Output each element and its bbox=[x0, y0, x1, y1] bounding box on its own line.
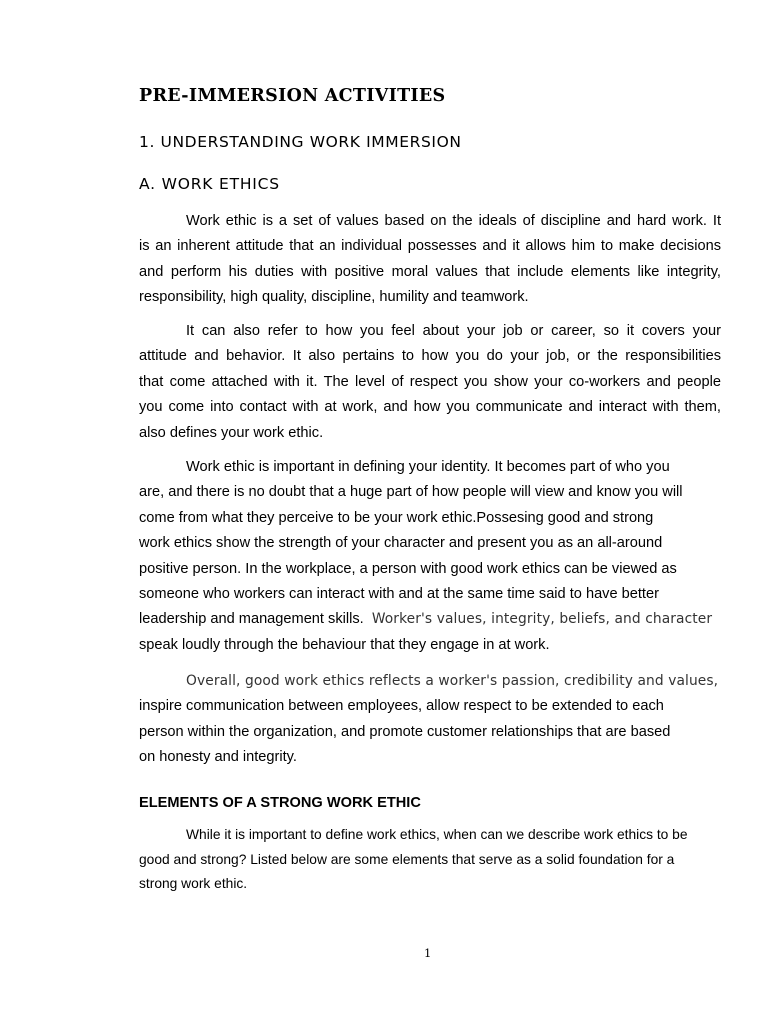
text-segment-alt-font: Worker's values, integrity, beliefs, and character bbox=[371, 611, 713, 628]
text-line: is an inherent attitude that an individual possesses and it allows him to make decisions bbox=[139, 238, 721, 255]
text-line: strong work ethic. bbox=[139, 876, 248, 891]
text-line: come from what they perceive to be your work ethic.Possesing good and strong bbox=[139, 509, 654, 526]
text-line: work ethics show the strength of your character and present you as an all-around bbox=[139, 535, 663, 552]
text-line: inspire communication between employees, allow respect to be extended to each bbox=[139, 698, 664, 715]
elements-heading: ELEMENTS OF A STRONG WORK ETHIC bbox=[139, 795, 421, 811]
paragraph-work-ethic-identity bbox=[139, 455, 721, 658]
text-segment: leadership and management skills. bbox=[139, 611, 364, 628]
text-line: Work ethic is a set of values based on the ideals of discipline and hard work. It bbox=[186, 213, 721, 229]
text-line: and perform his duties with positive moral values that include elements like integrity, bbox=[139, 263, 721, 280]
text-line: attitude and behavior. It also pertains to how you do your job, or the responsibilities bbox=[139, 348, 721, 365]
text-line: positive person. In the workplace, a person with good work ethics can be viewed as bbox=[139, 560, 677, 577]
text-line: It can also refer to how you feel about your job or career, so it covers your bbox=[186, 323, 721, 339]
text-line: speak loudly through the behaviour that they engage in at work. bbox=[139, 636, 550, 653]
text-line: that come attached with it. The level of respect you show your co-workers and people bbox=[139, 373, 721, 390]
text-line: responsibility, high quality, discipline, humility and teamwork. bbox=[139, 289, 529, 306]
text-line-alt-font: Overall, good work ethics reflects a worker's passion, credibility and values, bbox=[186, 673, 719, 689]
paragraph-work-ethic-definition bbox=[139, 209, 721, 311]
text-line: on honesty and integrity. bbox=[139, 749, 297, 766]
text-line bbox=[139, 607, 721, 632]
text-line: also defines your work ethic. bbox=[139, 424, 324, 441]
text-line: good and strong? Listed below are some elements that serve as a solid foundation for a bbox=[139, 851, 675, 867]
paragraph-work-ethic-attitude bbox=[139, 319, 721, 446]
text-line: you come into contact with at work, and how you communicate and interact with them, bbox=[139, 399, 721, 416]
text-line: Work ethic is important in defining your identity. It becomes part of who you bbox=[186, 459, 670, 475]
text-line: someone who workers can interact with and at the same time said to have better bbox=[139, 586, 659, 603]
text-line: are, and there is no doubt that a huge part of how people will view and know you will bbox=[139, 484, 683, 501]
paragraph-work-ethic-overall bbox=[139, 669, 721, 771]
page-number: 1 bbox=[424, 946, 432, 960]
page-title: PRE-IMMERSION ACTIVITIES bbox=[139, 86, 446, 106]
paragraph-elements-intro bbox=[139, 823, 721, 897]
text-line: While it is important to define work ethics, when can we describe work ethics to be bbox=[186, 827, 688, 842]
subsection-title: A. WORK ETHICS bbox=[139, 175, 280, 193]
text-line: person within the organization, and promote customer relationships that are based bbox=[139, 723, 671, 740]
section-title: 1. UNDERSTANDING WORK IMMERSION bbox=[139, 133, 462, 151]
